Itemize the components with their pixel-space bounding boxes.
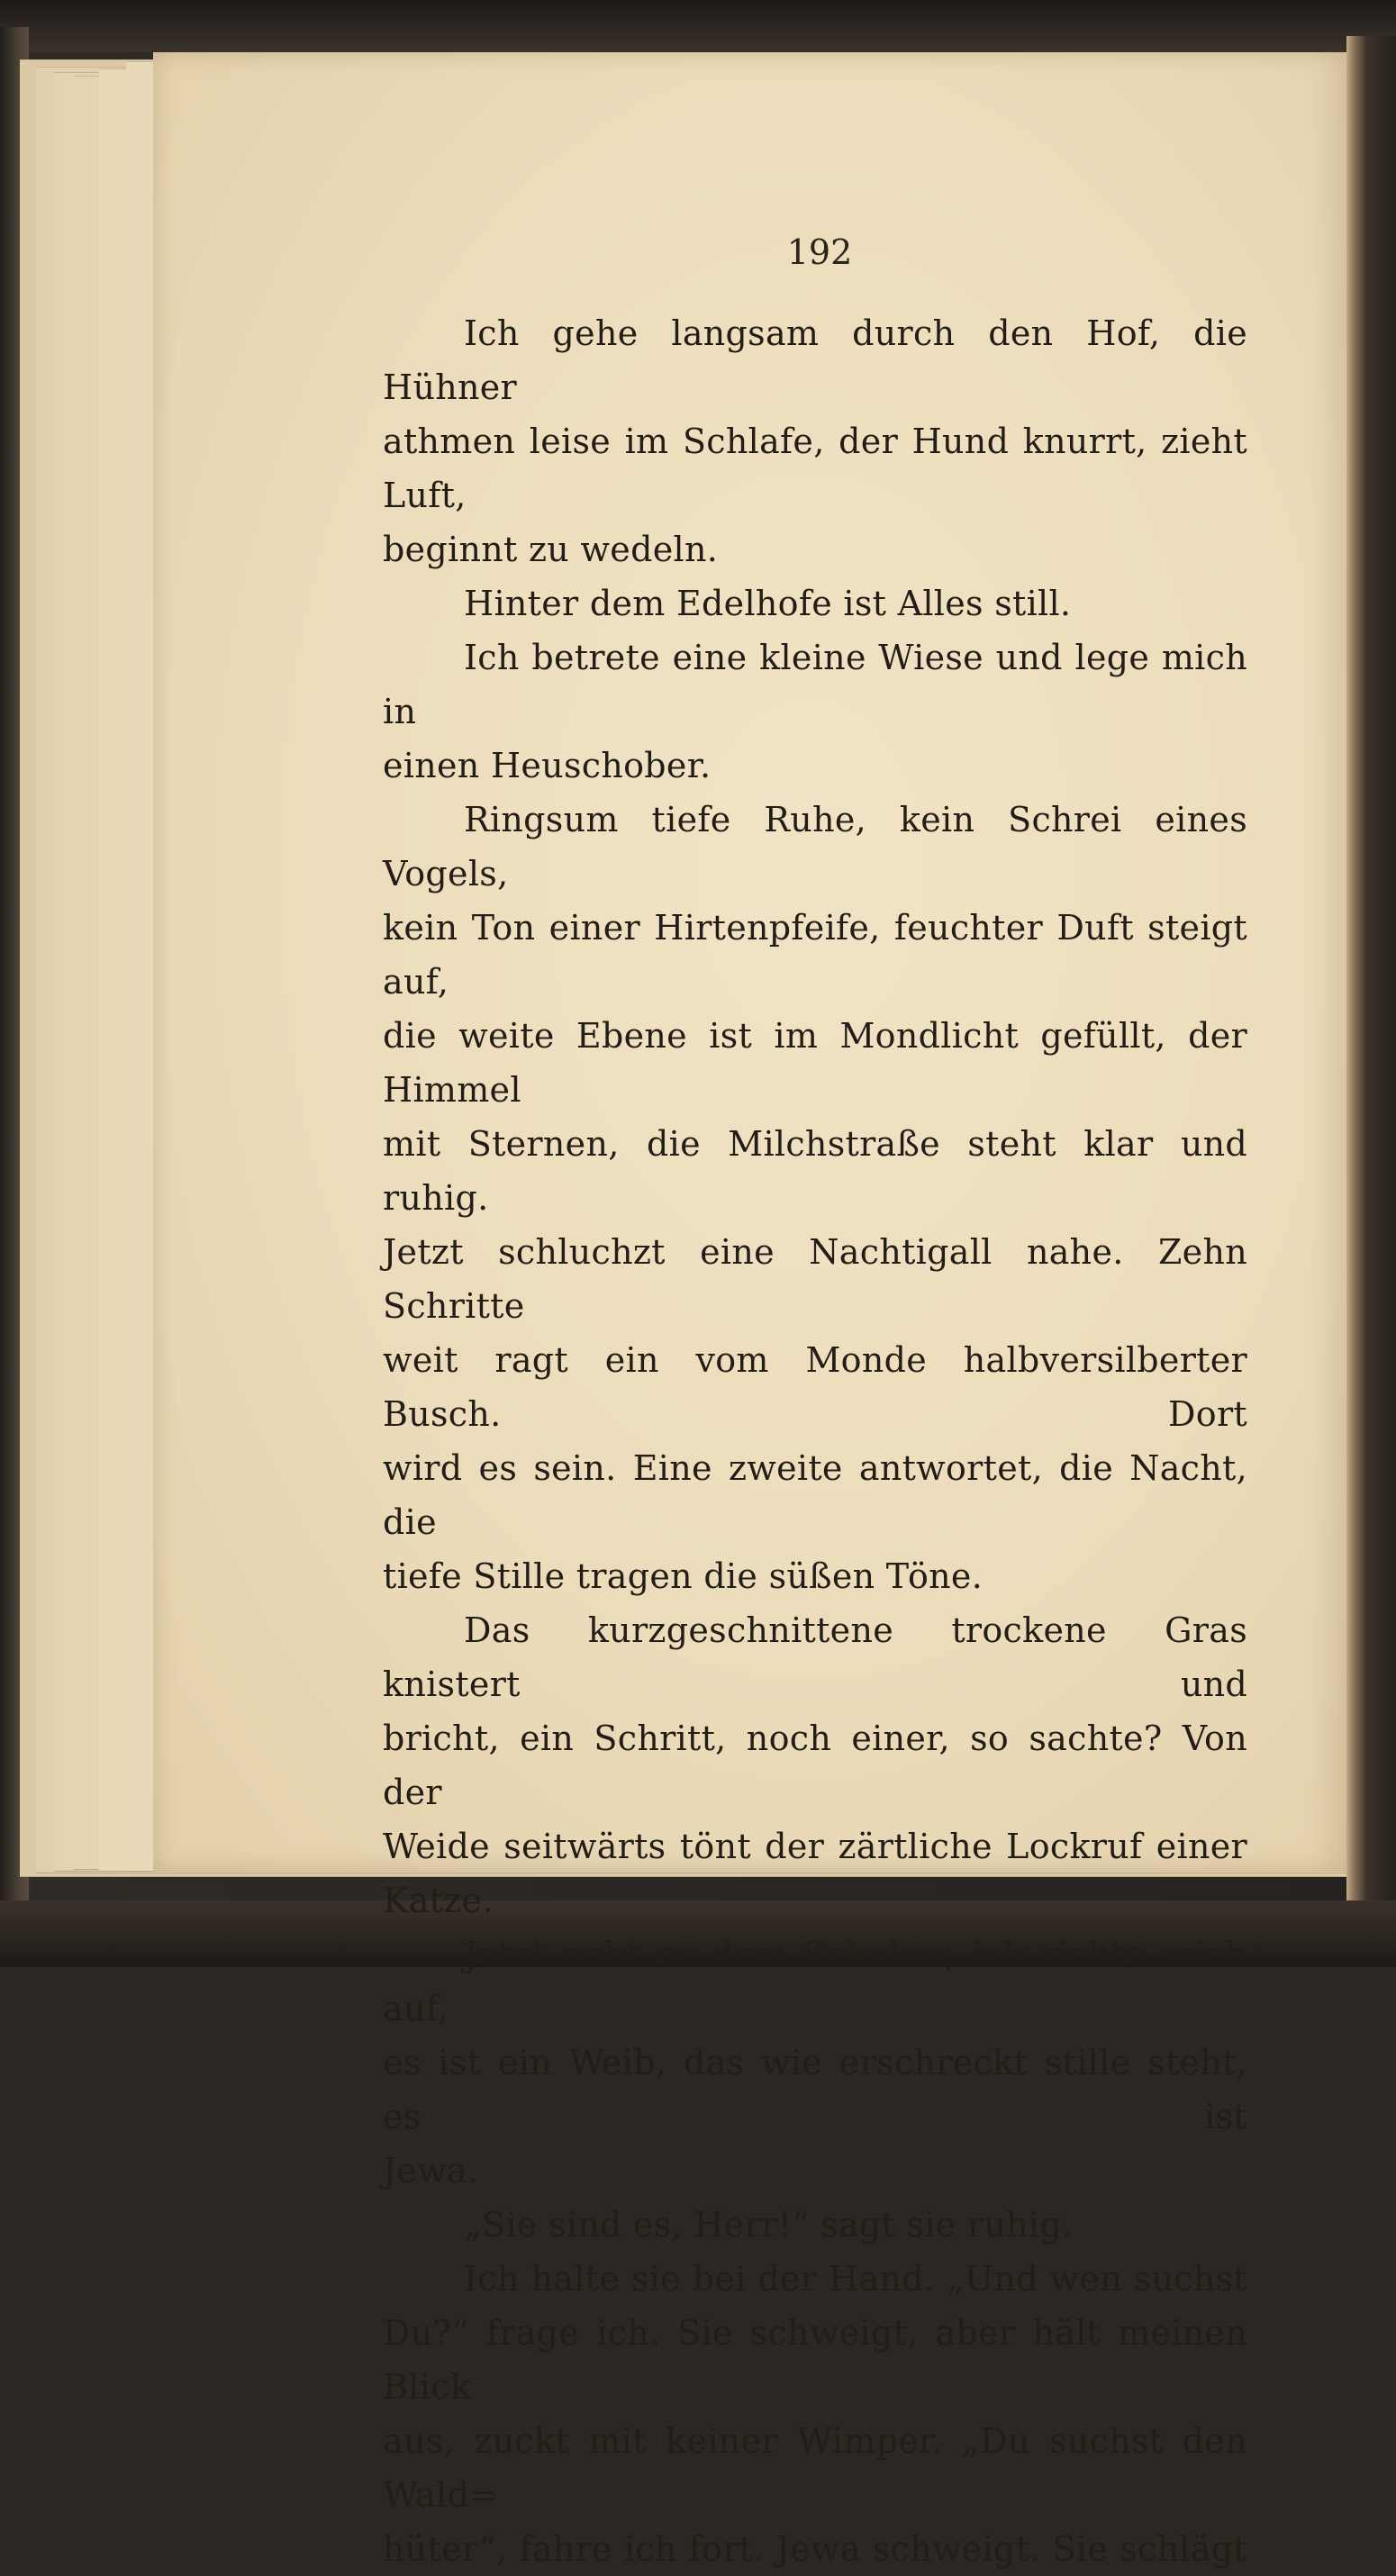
text-line: es ist ein Weib, das wie erschreckt stille steht, es ist xyxy=(383,2043,1247,2136)
text-line: weit ragt ein vom Monde halbversilberter Busch. Dort xyxy=(383,1340,1247,1434)
text-line: einen Heuschober. xyxy=(383,746,712,785)
text-line: Weide seitwärts tönt der zärtliche Lockruf einer Katze. xyxy=(383,1827,1247,1920)
text-line: beginnt zu wedeln. xyxy=(383,530,719,569)
text-line: hüter“, fahre ich fort. Jewa schweigt. Sie schlägt xyxy=(383,2529,1247,2569)
text-line: Ringsum tiefe Ruhe, kein Schrei eines Vogels, xyxy=(383,800,1247,893)
text-line: mit Sternen, die Milchstraße steht klar und ruhig. xyxy=(383,1124,1247,1218)
text-line: kein Ton einer Hirtenpfeife, feuchter Duft steigt auf, xyxy=(383,908,1247,1002)
book-spine xyxy=(1346,36,1396,1946)
paragraph xyxy=(383,2198,1247,2252)
text-line: athmen leise im Schlafe, der Hund knurrt, zieht Luft, xyxy=(383,422,1247,515)
text-line: „Sie sind es, Herr!“ sagt sie ruhig. xyxy=(464,2205,1074,2245)
paragraph xyxy=(383,306,1247,576)
text-line: Du?“ frage ich. Sie schweigt, aber hält meinen Blick xyxy=(383,2313,1247,2407)
text-line: wird es sein. Eine zweite antwortet, die Nacht, die xyxy=(383,1448,1247,1542)
text-line: Das kurzgeschnittene trockene Gras knistert und xyxy=(383,1610,1247,1704)
text-line: die weite Ebene ist im Mondlicht gefüllt, der Himmel xyxy=(383,1016,1247,1110)
text-line: Jetzt schluchzt eine Nachtigall nahe. Zehn Schritte xyxy=(383,1232,1247,1326)
paragraph xyxy=(383,576,1247,630)
text-line: Ich halte sie bei der Hand. „Und wen suchst xyxy=(464,2259,1247,2299)
text-line: Jewa. xyxy=(383,2151,479,2191)
text-line: Ich gehe langsam durch den Hof, die Hühner xyxy=(383,313,1247,407)
background-top xyxy=(0,0,1396,52)
page-number: 192 xyxy=(786,232,853,272)
text-line: Ich betrete eine kleine Wiese und lege mich in xyxy=(383,638,1247,731)
text-line: tiefe Stille tragen die süßen Töne. xyxy=(383,1556,984,1596)
paragraph xyxy=(383,1927,1247,2198)
text-line: Jetzt naht es dem Schober, ich richte mich auf, xyxy=(383,1935,1247,2028)
text-line: bricht, ein Schritt, noch einer, so sachte? Von der xyxy=(383,1719,1247,1812)
paragraph xyxy=(383,2252,1247,2576)
paragraph xyxy=(383,793,1247,1603)
body-text xyxy=(383,306,1247,2576)
text-line: aus, zuckt mit keiner Wimper. „Du suchst den Wald= xyxy=(383,2421,1247,2515)
text-line: Hinter dem Edelhofe ist Alles still. xyxy=(464,584,1072,623)
paragraph xyxy=(383,1603,1247,1927)
paragraph xyxy=(383,630,1247,793)
